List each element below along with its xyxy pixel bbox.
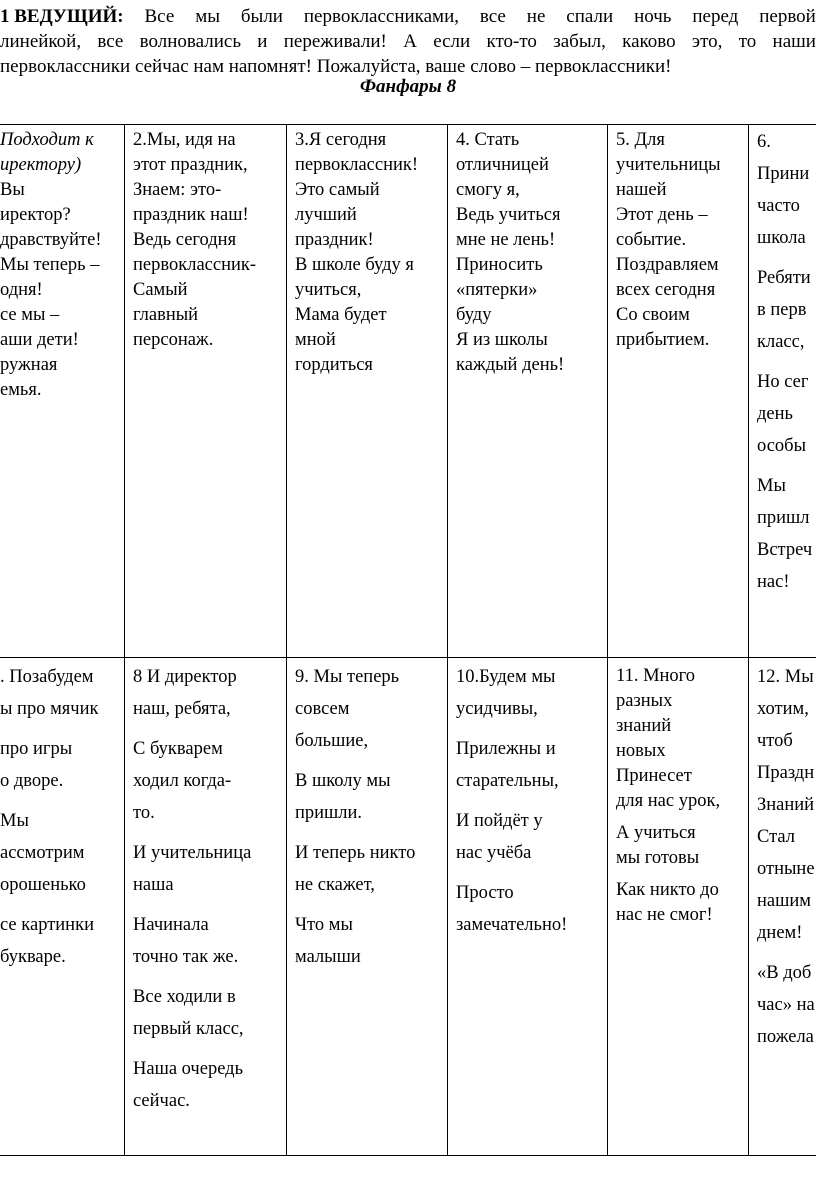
cell-line: . Позабудем (0, 667, 94, 687)
cell-line: хотим, (757, 699, 809, 719)
cell-line: С букварем (133, 739, 223, 759)
table-cell-row2-col4 (456, 661, 606, 949)
cell-line: Принесет (616, 766, 692, 786)
intro-line-1 (0, 4, 816, 29)
cell-line: Встреч (757, 540, 813, 560)
cell-line: Поздравляем (616, 255, 719, 275)
cell-line: прибытием. (616, 330, 710, 350)
intro-paragraph (0, 4, 816, 79)
cell-line: Прини (757, 164, 810, 184)
cell-line: разных (616, 691, 673, 711)
table-cell-row1-col5 (616, 128, 747, 353)
cell-line: лучший (295, 205, 357, 225)
cell-line: совсем (295, 699, 350, 719)
table-cell-row2-col2 (133, 661, 285, 1125)
cell-line: мне не лень! (456, 230, 556, 250)
speaker-label: 1 ВЕДУЩИЙ: (0, 6, 124, 27)
cell-line: орошенько (0, 875, 86, 895)
cell-line: знаний (616, 716, 672, 736)
cell-paragraph (133, 981, 285, 1045)
cell-paragraph (757, 366, 816, 462)
intro-word: А (403, 31, 417, 52)
cell-line: особы (757, 436, 807, 456)
cell-paragraph (0, 661, 123, 725)
cell-line: иректор? (0, 205, 71, 225)
cell-line: 3.Я сегодня (295, 130, 387, 150)
intro-word: если (433, 31, 471, 52)
cell-paragraph (0, 909, 123, 973)
table-border-middle (0, 657, 816, 658)
table-border-top (0, 124, 816, 125)
cell-line: первый класс, (133, 1019, 244, 1039)
cell-line: 4. Стать (456, 130, 520, 150)
cell-line: наша (133, 875, 174, 895)
cell-line: Мы теперь – (0, 255, 100, 275)
table-cell-row1-col2 (133, 128, 285, 353)
cell-paragraph (295, 765, 446, 829)
table-column-divider (124, 124, 125, 1155)
cell-line: ходил когда- (133, 771, 232, 791)
cell-line: нашей (616, 180, 667, 200)
cell-line: се картинки (0, 915, 94, 935)
cell-line: нашим (757, 891, 811, 911)
intro-word: Все (144, 6, 175, 27)
cell-paragraph (456, 877, 606, 941)
cell-paragraph (0, 805, 123, 901)
cell-line: пожела (757, 1027, 814, 1047)
cell-line: 2.Мы, идя на (133, 130, 236, 150)
cell-line: Но сег (757, 372, 809, 392)
intro-word: были (240, 6, 283, 27)
cell-line: Просто (456, 883, 514, 903)
cell-line: большие, (295, 731, 369, 751)
intro-word: переживали! (283, 31, 387, 52)
cell-line: Вы (0, 180, 25, 200)
table-cell-row2-col3 (295, 661, 446, 981)
cell-line: новых (616, 741, 666, 761)
cell-line: нас учёба (456, 843, 532, 863)
cell-line: Это самый (295, 180, 380, 200)
intro-word: наши (772, 31, 816, 52)
intro-word: то (738, 31, 757, 52)
cell-paragraph (133, 909, 285, 973)
cell-line: часто (757, 196, 800, 216)
table-cell-row2-col6 (757, 661, 816, 1061)
cell-line: Ведь учиться (456, 205, 561, 225)
cell-line: Прилежны и (456, 739, 556, 759)
cell-line: И учительница (133, 843, 252, 863)
table-cell-row2-col5 (616, 664, 747, 935)
cell-paragraph (616, 878, 747, 928)
cell-line: Знаем: это- (133, 180, 222, 200)
cell-line: нас! (757, 572, 790, 592)
intro-word: мы (195, 6, 220, 27)
intro-word: все (97, 31, 124, 52)
cell-line: Ведь сегодня (133, 230, 237, 250)
cell-line: И пойдёт у (456, 811, 543, 831)
cell-paragraph (757, 957, 816, 1053)
intro-word: не (526, 6, 546, 27)
intro-word: и (257, 31, 268, 52)
table-column-divider (447, 124, 448, 1155)
cell-line: старательны, (456, 771, 559, 791)
cell-line: емья. (0, 380, 42, 400)
cell-line: Как никто до (616, 880, 719, 900)
cell-paragraph (757, 126, 816, 254)
cell-line: «пятерки» (456, 280, 538, 300)
cell-paragraph (616, 664, 747, 814)
cell-line: ы про мячик (0, 699, 99, 719)
intro-word: линейкой, (0, 31, 82, 52)
cell-line: малыши (295, 947, 361, 967)
cell-line: час» на (757, 995, 815, 1015)
cell-line: Начинала (133, 915, 209, 935)
intro-word: первой (759, 6, 816, 27)
cell-line: день (757, 404, 793, 424)
cell-line: 9. Мы теперь (295, 667, 400, 687)
cell-line: отныне (757, 859, 815, 879)
intro-word: каково (622, 31, 676, 52)
cell-line: первоклассник- (133, 255, 257, 275)
cell-line: днем! (757, 923, 803, 943)
intro-word: волновались (139, 31, 241, 52)
cell-paragraph (616, 821, 747, 871)
intro-word: забыл, (553, 31, 606, 52)
table-cell-row1-col6 (757, 126, 816, 606)
cell-line: Все ходили в (133, 987, 236, 1007)
cell-line: Что мы (295, 915, 353, 935)
intro-word: это, (691, 31, 723, 52)
cell-line: одня! (0, 280, 43, 300)
intro-word: ночь (634, 6, 672, 27)
cell-line: праздник! (295, 230, 374, 250)
cell-line: Мы (757, 476, 786, 496)
cell-line: гордиться (295, 355, 373, 375)
cell-line: Самый (133, 280, 188, 300)
cell-line: отличницей (456, 155, 549, 175)
cell-line: 6. (757, 132, 771, 152)
cell-line: учительницы (616, 155, 721, 175)
cell-line: И теперь никто (295, 843, 416, 863)
cell-line: пришли. (295, 803, 363, 823)
intro-line-3: первоклассники сейчас нам напомнят! Пожалуйста, ваше слово – первоклассники! (0, 56, 672, 77)
cell-line: точно так же. (133, 947, 239, 967)
cell-line: Со своим (616, 305, 690, 325)
cell-line: праздник наш! (133, 205, 249, 225)
cell-line: ружная (0, 355, 58, 375)
cell-line: смогу я, (456, 180, 520, 200)
cell-line: 11. Много (616, 666, 696, 686)
cell-paragraph (295, 837, 446, 901)
cell-line: для нас урок, (616, 791, 721, 811)
cell-line: этот праздник, (133, 155, 248, 175)
intro-word: спали (566, 6, 614, 27)
cell-line: Знаний (757, 795, 815, 815)
cell-line: замечательно! (456, 915, 568, 935)
cell-line: пришл (757, 508, 810, 528)
cell-line: наш, ребята, (133, 699, 231, 719)
cell-line: се мы – (0, 305, 60, 325)
cell-line: мы готовы (616, 848, 700, 868)
cell-line: 10.Будем мы (456, 667, 556, 687)
cell-line: главный (133, 305, 199, 325)
cell-line: «В доб (757, 963, 812, 983)
cell-paragraph (0, 733, 123, 797)
cell-line: иректору) (0, 155, 82, 175)
cell-line: 8 И директор (133, 667, 237, 687)
cell-line: дравствуйте! (0, 230, 102, 250)
cell-line: букваре. (0, 947, 66, 967)
table-column-divider (607, 124, 608, 1155)
cell-paragraph (757, 661, 816, 949)
cell-paragraph (456, 805, 606, 869)
fanfare-heading: Фанфары 8 (359, 76, 457, 97)
intro-word: первоклассниками, (303, 6, 459, 27)
cell-line: первоклассник! (295, 155, 419, 175)
cell-line: чтоб (757, 731, 793, 751)
cell-line: Стал (757, 827, 796, 847)
table-column-divider (286, 124, 287, 1155)
cell-line: класс, (757, 332, 805, 352)
cell-line: о дворе. (0, 771, 64, 791)
cell-paragraph (133, 1053, 285, 1117)
cell-line: про игры (0, 739, 73, 759)
table-column-divider (748, 124, 749, 1155)
cell-line: 12. Мы (757, 667, 814, 687)
cell-line: Приносить (456, 255, 543, 275)
intro-line-2 (0, 29, 816, 54)
cell-line: школа (757, 228, 806, 248)
cell-paragraph (295, 661, 446, 757)
cell-line: Ребяти (757, 268, 811, 288)
cell-line: 5. Для (616, 130, 665, 150)
cell-line: Я из школы (456, 330, 548, 350)
cell-line: буду (456, 305, 492, 325)
cell-paragraph (133, 733, 285, 829)
cell-line: В школу мы (295, 771, 391, 791)
cell-line: Наша очередь (133, 1059, 244, 1079)
table-cell-row2-col1 (0, 661, 123, 981)
cell-paragraph (133, 837, 285, 901)
cell-line: не скажет, (295, 875, 375, 895)
cell-line: Подходит к (0, 130, 94, 150)
cell-line: персонаж. (133, 330, 214, 350)
cell-line: сейчас. (133, 1091, 190, 1111)
cell-line: всех сегодня (616, 280, 716, 300)
cell-line: нас не смог! (616, 905, 713, 925)
cell-line: событие. (616, 230, 687, 250)
cell-line: то. (133, 803, 155, 823)
cell-line: в перв (757, 300, 807, 320)
cell-line: А учиться (616, 823, 696, 843)
cell-line: ассмотрим (0, 843, 85, 863)
intro-word: кто-то (486, 31, 537, 52)
table-cell-row1-col3 (295, 128, 446, 378)
cell-line: Мы (0, 811, 29, 831)
table-border-bottom (0, 1155, 816, 1156)
intro-word: все (479, 6, 506, 27)
cell-line: мной (295, 330, 336, 350)
cell-paragraph (757, 262, 816, 358)
intro-word: перед (692, 6, 739, 27)
cell-line: аши дети! (0, 330, 79, 350)
cell-paragraph (133, 661, 285, 725)
cell-paragraph (456, 733, 606, 797)
table-cell-row1-col4 (456, 128, 606, 378)
cell-paragraph (456, 661, 606, 725)
cell-line: В школе буду я (295, 255, 414, 275)
cell-paragraph (295, 909, 446, 973)
cell-paragraph (757, 470, 816, 598)
cell-line: усидчивы, (456, 699, 538, 719)
cell-line: учиться, (295, 280, 362, 300)
cell-line: Праздн (757, 763, 815, 783)
cell-line: каждый день! (456, 355, 565, 375)
cell-line: Этот день – (616, 205, 708, 225)
cell-line: Мама будет (295, 305, 387, 325)
table-cell-row1-col1 (0, 128, 123, 403)
